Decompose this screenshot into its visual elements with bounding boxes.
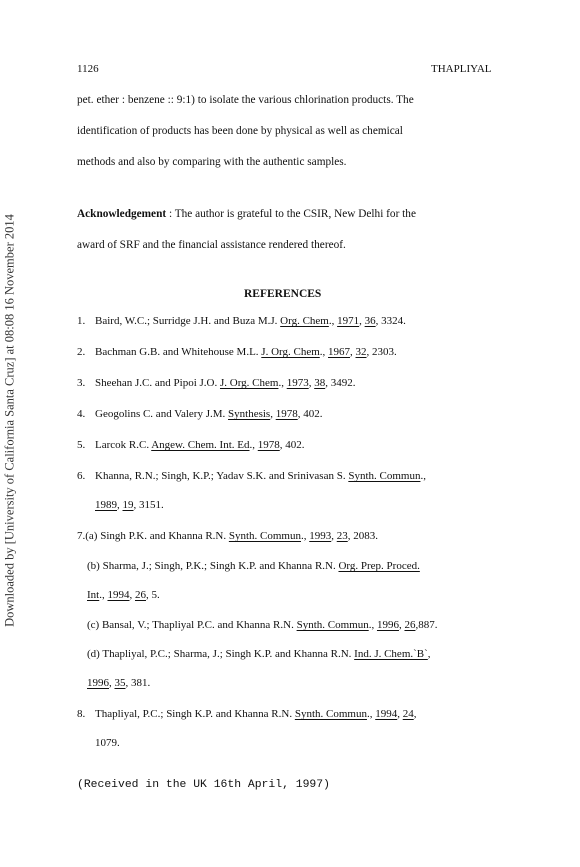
journal: Ind. J. Chem.`B` — [354, 648, 428, 660]
separator: , — [359, 315, 365, 327]
reference-item — [95, 439, 305, 451]
journal: J. Org. Chem — [261, 346, 320, 358]
references-heading: REFERENCES — [244, 288, 322, 300]
journal: Int — [87, 589, 100, 601]
authors: (c) Bansal, V.; Thapliyal P.C. and Khanna R.N. — [87, 619, 297, 631]
reference-continuation — [87, 589, 160, 601]
paragraph-line: methods and also by comparing with the authentic samples. — [77, 156, 347, 168]
pages: , 2303. — [366, 346, 397, 358]
journal: Org. Chem — [280, 315, 329, 327]
reference-number: 1. — [77, 315, 86, 327]
volume: 36 — [364, 315, 376, 327]
authors: Singh P.K. and Khanna R.N. — [100, 530, 229, 542]
reference-item — [87, 648, 431, 660]
download-notice: Downloaded by [University of California Santa Cruz] at 08:08 16 November 2014 — [2, 214, 17, 627]
reference-continuation — [95, 499, 164, 511]
separator: ., — [420, 470, 426, 482]
authors: (d) Thapliyal, P.C.; Sharma, J.; Singh K.P. and Khanna R.N. — [87, 648, 355, 660]
ack-label: Acknowledgement — [77, 208, 167, 220]
separator: , — [270, 408, 276, 420]
authors: Baird, W.C.; Surridge J.H. and Buza M.J. — [95, 315, 281, 327]
year: 1994 — [107, 589, 130, 601]
reference-item — [87, 560, 420, 572]
separator: , — [331, 530, 337, 542]
journal: Synth. Commun — [294, 708, 367, 720]
reference-item — [95, 408, 322, 420]
separator: , — [427, 648, 431, 660]
year: 1967 — [328, 346, 351, 358]
authors: Larcok R.C. — [95, 439, 152, 451]
separator: , — [398, 619, 405, 631]
pages: ,887. — [415, 619, 438, 631]
reference-number: 7.(a) — [77, 530, 98, 542]
authors: Geogolins C. and Valery J.M. — [95, 408, 229, 420]
paragraph-line: identification of products has been done by physical as well as chemical — [77, 125, 403, 137]
reference-continuation — [87, 677, 150, 689]
separator: ., — [99, 589, 108, 601]
year: 1971 — [337, 315, 360, 327]
ack-text: : The author is grateful to the CSIR, New Delhi for the — [166, 208, 416, 220]
reference-number: 8. — [77, 708, 86, 720]
pages: , — [413, 708, 417, 720]
year: 1993 — [309, 530, 332, 542]
volume: 23 — [336, 530, 348, 542]
volume: 38 — [314, 377, 326, 389]
authors: Khanna, R.N.; Singh, K.P.; Yadav S.K. and Srinivasan S. — [95, 470, 349, 482]
page-number: 1126 — [77, 63, 99, 75]
separator: ., — [328, 315, 338, 327]
authors: Bachman G.B. and Whitehouse M.L. — [95, 346, 262, 358]
year: 1973 — [286, 377, 309, 389]
separator: ., — [300, 530, 310, 542]
reference-item — [95, 708, 416, 720]
pages: , 402. — [297, 408, 323, 420]
volume: 35 — [114, 677, 126, 689]
reference-item — [95, 470, 426, 482]
pages: , 3324. — [375, 315, 406, 327]
journal: Synth. Commun — [228, 530, 301, 542]
reference-item — [77, 530, 378, 542]
separator: , — [117, 499, 123, 511]
separator: , — [109, 677, 115, 689]
authors: (b) Sharma, J.; Singh, P.K.; Singh K.P. and Khanna R.N. — [87, 560, 339, 572]
received-note: (Received in the UK 16th April, 1997) — [77, 779, 330, 791]
volume: 26 — [404, 619, 416, 631]
pages: , 3492. — [325, 377, 356, 389]
reference-continuation: 1079. — [95, 737, 120, 749]
volume: 32 — [355, 346, 367, 358]
ack-line — [77, 199, 416, 230]
pages: , 402. — [279, 439, 305, 451]
authors: Sheehan J.C. and Pipoi J.O. — [95, 377, 220, 389]
reference-item — [87, 619, 437, 631]
separator: , — [129, 589, 135, 601]
pages: , 381. — [125, 677, 151, 689]
year: 1994 — [375, 708, 398, 720]
volume: 24 — [402, 708, 414, 720]
journal: J. Org. Chem — [219, 377, 279, 389]
volume: 26 — [134, 589, 146, 601]
year: 1996 — [87, 677, 109, 689]
separator: ., — [366, 708, 376, 720]
journal: Synth. Commun — [348, 470, 421, 482]
reference-item — [95, 346, 397, 358]
journal: Org. Prep. Proced. — [338, 560, 420, 572]
separator: ., — [278, 377, 287, 389]
separator: , — [397, 708, 403, 720]
separator: ., — [368, 619, 377, 631]
reference-number: 2. — [77, 346, 86, 358]
ack-line: award of SRF and the financial assistance rendered thereof. — [77, 239, 346, 251]
year: 1996 — [376, 619, 399, 631]
authors: Thapliyal, P.C.; Singh K.P. and Khanna R.N. — [95, 708, 295, 720]
reference-item — [95, 377, 355, 389]
paragraph-line: pet. ether : benzene :: 9:1) to isolate the various chlorination products. The — [77, 94, 414, 106]
separator: , — [308, 377, 315, 389]
reference-item — [95, 315, 406, 327]
journal: Synthesis — [228, 408, 271, 420]
journal: Synth. Commun — [296, 619, 369, 631]
reference-number: 3. — [77, 377, 86, 389]
year: 1989 — [95, 499, 117, 511]
separator: ., — [319, 346, 329, 358]
journal: Angew. Chem. Int. Ed — [151, 439, 250, 451]
reference-number: 4. — [77, 408, 86, 420]
reference-number: 6. — [77, 470, 86, 482]
year: 1978 — [257, 439, 280, 451]
separator: , — [350, 346, 356, 358]
pages: , 3151. — [133, 499, 164, 511]
reference-number: 5. — [77, 439, 86, 451]
separator: ., — [249, 439, 258, 451]
running-head: THAPLIYAL — [431, 63, 492, 75]
year: 1978 — [275, 408, 298, 420]
pages: , 5. — [145, 589, 160, 601]
volume: 19 — [122, 499, 134, 511]
pages: , 2083. — [347, 530, 378, 542]
